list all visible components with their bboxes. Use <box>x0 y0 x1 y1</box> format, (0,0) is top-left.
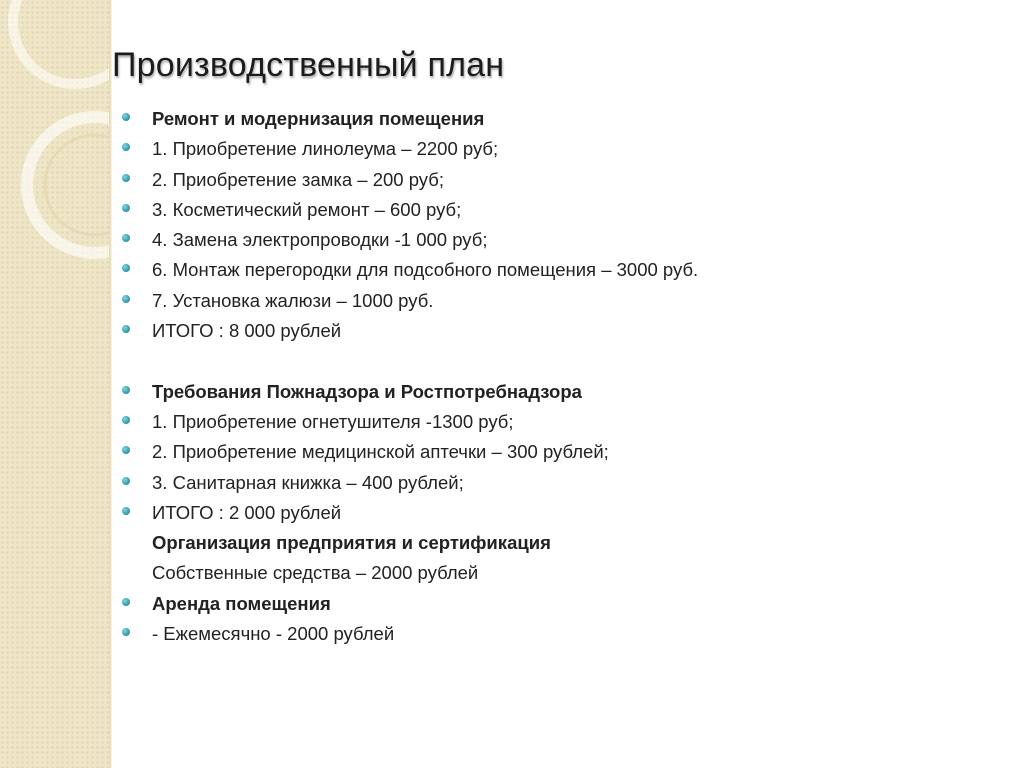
list-item <box>122 468 1002 498</box>
list-item <box>122 407 1002 437</box>
section-heading <box>122 528 1002 558</box>
list-item-text: 4. Замена электропроводки -1 000 руб; <box>152 229 488 251</box>
section-heading <box>122 589 1002 619</box>
bullet-icon <box>122 598 130 606</box>
list-item-text: Требования Пожнадзора и Ростпотребнадзора <box>152 380 582 402</box>
list-item-text: 2. Приобретение медицинской аптечки – 300 рублей; <box>152 441 609 463</box>
list-item <box>122 286 1002 316</box>
list-item <box>122 255 1002 285</box>
list-item-text: 1. Приобретение огнетушителя -1300 руб; <box>152 410 514 432</box>
list-item <box>122 165 1002 195</box>
bullet-icon <box>122 386 130 394</box>
list-item-text: Ремонт и модернизация помещения <box>152 108 485 129</box>
bullet-icon <box>122 477 130 485</box>
list-item-text: Аренда помещения <box>152 592 331 614</box>
bullet-icon <box>122 143 130 151</box>
bullet-icon <box>122 416 130 424</box>
list-item-text: - Ежемесячно - 2000 рублей <box>152 623 395 645</box>
list-item <box>122 225 1002 255</box>
slide-title: Производственный план <box>112 46 505 84</box>
section-heading <box>122 377 1002 407</box>
list-item <box>122 437 1002 467</box>
list-item <box>122 498 1002 528</box>
bullet-icon <box>122 507 130 515</box>
bullet-icon <box>122 204 130 212</box>
bullet-icon <box>122 264 130 272</box>
list-item-text: 2. Приобретение замка – 200 руб; <box>152 168 444 190</box>
list-item <box>122 558 1002 588</box>
list-item-text: 3. Санитарная книжка – 400 рублей; <box>152 471 464 493</box>
list-item-text: Собственные средства – 2000 рублей <box>152 562 479 584</box>
list-item-text: ИТОГО : 2 000 рублей <box>152 501 342 523</box>
bullet-icon <box>122 113 130 121</box>
bullet-icon <box>122 295 130 303</box>
list-item <box>122 195 1002 225</box>
decorative-sidebar <box>0 0 112 768</box>
list-item <box>122 619 1002 649</box>
list-item-text: 1. Приобретение линолеума – 2200 руб; <box>152 138 499 160</box>
bullet-icon <box>122 234 130 242</box>
decorative-circles <box>0 0 112 768</box>
section-heading <box>122 104 1002 134</box>
content-list <box>122 104 1002 649</box>
sidebar-edge <box>109 0 112 768</box>
list-spacer <box>122 346 1002 376</box>
list-item <box>122 134 1002 164</box>
bullet-icon <box>122 325 130 333</box>
list-item-text: 6. Монтаж перегородки для подсобного помещения – 3000 руб. <box>152 259 699 281</box>
list-item-text: ИТОГО : 8 000 рублей <box>152 320 342 342</box>
list-item <box>122 316 1002 346</box>
list-item-text: Организация предприятия и сертификация <box>152 532 551 554</box>
bullet-icon <box>122 446 130 454</box>
list-item-text: 3. Косметический ремонт – 600 руб; <box>152 198 462 220</box>
bullet-icon <box>122 174 130 182</box>
bullet-icon <box>122 628 130 636</box>
list-item-text: 7. Установка жалюзи – 1000 руб. <box>152 289 434 311</box>
